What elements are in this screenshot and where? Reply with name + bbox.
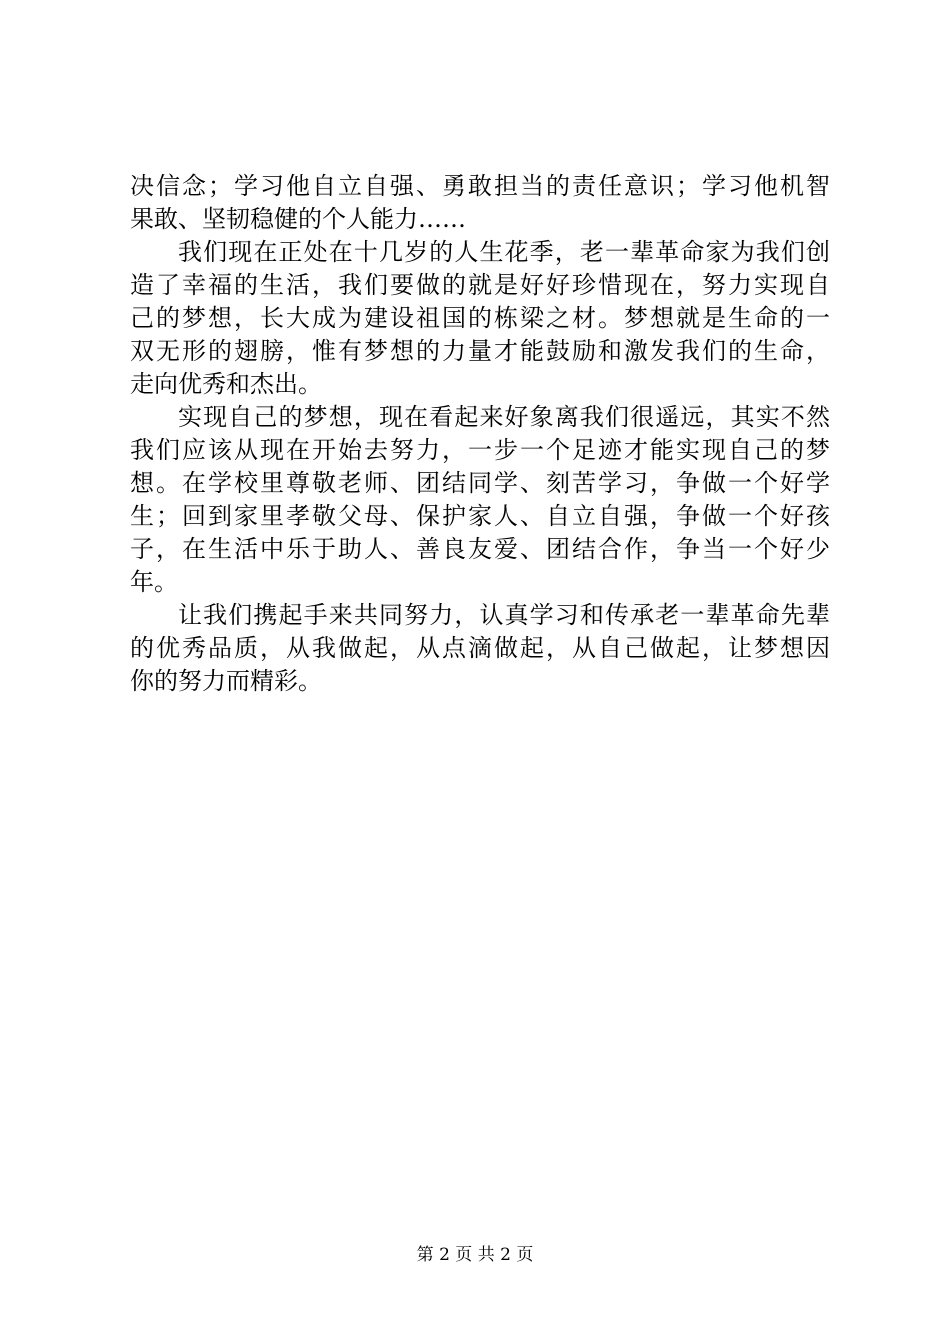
document-body: [130, 170, 830, 698]
paragraph-first-line: 我们现在正处在十几岁的人生花季，老一辈革命家为我们创: [178, 238, 830, 266]
page-footer: 第 2 页 共 2 页: [416, 1245, 534, 1265]
text-line: 己的梦想，长大成为建设祖国的栋梁之材。梦想就是生命的一: [130, 304, 830, 332]
text-line: 想。在学校里尊敬老师、团结同学、刻苦学习，争做一个好学: [130, 469, 830, 497]
text-line: 年。: [130, 568, 178, 596]
text-line: 造了幸福的生活，我们要做的就是好好珍惜现在，努力实现自: [130, 271, 830, 299]
text-line: 生；回到家里孝敬父母、保护家人、自立自强，争做一个好孩: [130, 502, 830, 530]
text-line: 我们应该从现在开始去努力，一步一个足迹才能实现自己的梦: [130, 436, 830, 464]
text-line: 的优秀品质，从我做起，从点滴做起，从自己做起，让梦想因: [130, 634, 830, 662]
text-line: 你的努力而精彩。: [130, 667, 322, 695]
text-line: 决信念；学习他自立自强、勇敢担当的责任意识；学习他机智: [130, 172, 830, 200]
text-line: 子，在生活中乐于助人、善良友爱、团结合作，争当一个好少: [130, 535, 830, 563]
paragraph-first-line: 实现自己的梦想，现在看起来好象离我们很遥远，其实不然: [178, 403, 830, 431]
text-line: 双无形的翅膀，惟有梦想的力量才能鼓励和激发我们的生命，: [130, 337, 830, 365]
paragraph-first-line: 让我们携起手来共同努力，认真学习和传承老一辈革命先辈: [178, 601, 830, 629]
text-line: 走向优秀和杰出。: [130, 370, 322, 398]
text-line: 果敢、坚韧稳健的个人能力……: [130, 205, 466, 233]
